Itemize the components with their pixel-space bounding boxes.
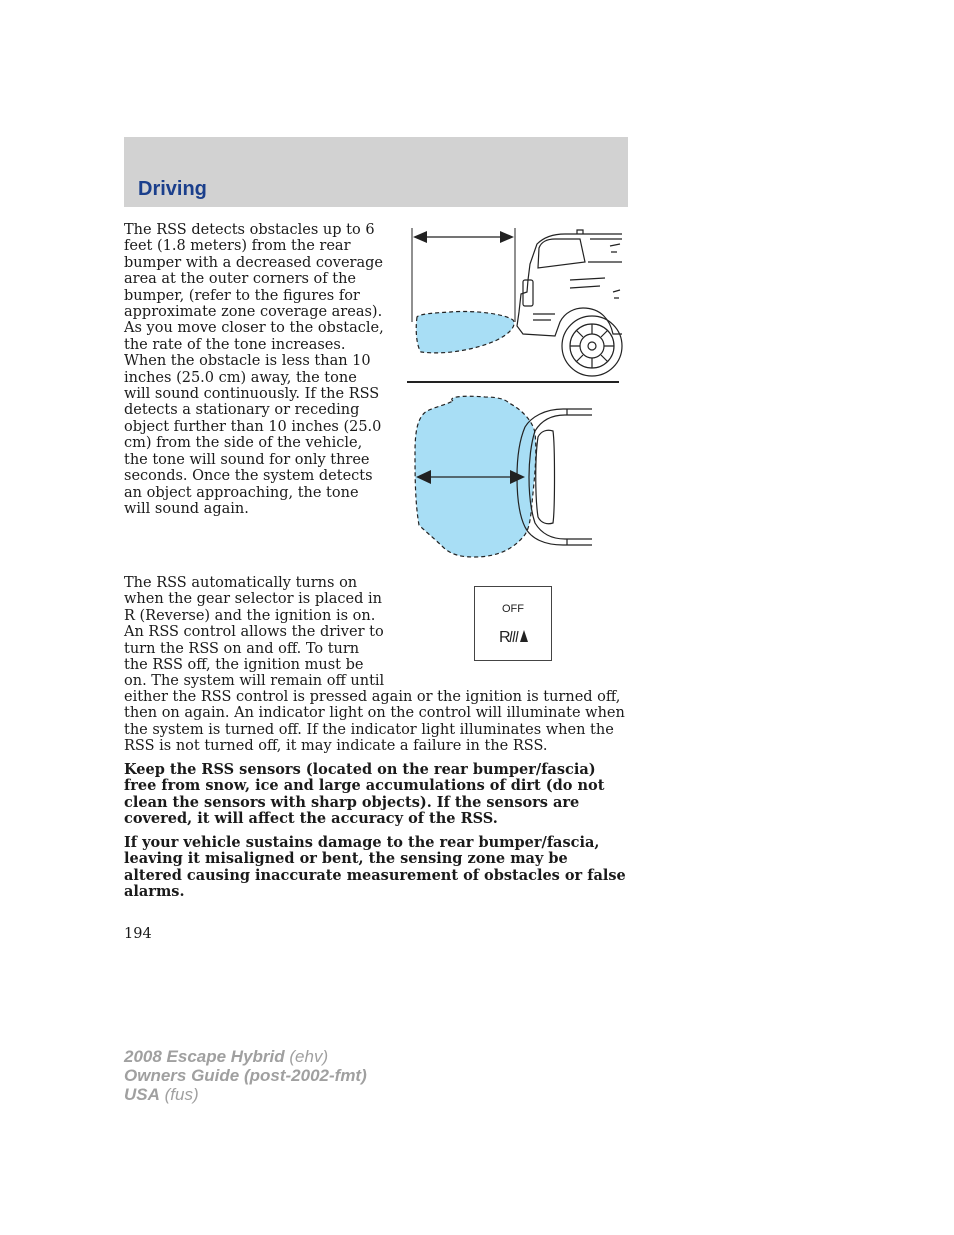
svg-text:R: R: [499, 629, 511, 645]
top-view-coverage-diagram: [405, 393, 600, 560]
section-header: [124, 137, 628, 207]
side-view-coverage-diagram: [405, 222, 627, 386]
rss-detection-paragraph: The RSS detects obstacles up to 6 feet (1.8 meters) from the rear bumper with a decreased coverage area at the outer corners of the bumper, (refer to the figures for approximate zone coverage areas). As you move closer to the obstacle, the rate of the tone increases. When the obstacle is less than 10 inches (25.0 cm) away, the tone will sound continuously. If the RSS detects a stationary or receding object further than 10 inches (25.0 cm) from the side of the vehicle, the tone will sound for only three seconds. Once the system detects an object approaching, the tone will sound again.: [124, 222, 384, 517]
section-title: Driving: [138, 178, 207, 200]
off-label: OFF: [502, 603, 524, 615]
rss-control-paragraph-start: The RSS automatically turns on when the gear selector is placed in R (Reverse) and the ignition is on. An RSS control allows the driver to turn the RSS on and off. To turn the RSS off, the ignition must be on. The system will remain off until: [124, 575, 385, 690]
reverse-sensing-icon: [499, 627, 529, 645]
document-footer: [124, 1047, 367, 1104]
vehicle-side-outline: [517, 230, 622, 376]
sensor-care-warning: Keep the RSS sensors (located on the rear bumper/fascia) free from snow, ice and large accumulations of dirt (do not clean the sensors with sharp objects). If the sensors are covered, it will affect the accuracy of the RSS.: [124, 761, 605, 828]
footer-line-3: USA (fus): [124, 1085, 199, 1104]
coverage-zone-side: [416, 311, 514, 352]
arrow-head-left: [413, 231, 427, 243]
rss-control-paragraph-end: either the RSS control is pressed again or the ignition is turned off, then on again. An indicator light on the control will illuminate when the system is turned off. If the indicator light illuminates when the RSS is not turned off, it may indicate a failure in the RSS.: [124, 689, 625, 755]
footer-line-2: Owners Guide (post-2002-fmt): [124, 1066, 367, 1085]
arrow-head-right: [500, 231, 514, 243]
bumper-damage-warning: If your vehicle sustains damage to the rear bumper/fascia, leaving it misaligned or bent, the sensing zone may be altered causing inaccurate measurement of obstacles or false alarms.: [124, 834, 626, 901]
footer-line-1: 2008 Escape Hybrid (ehv): [124, 1047, 329, 1066]
rss-off-control[interactable]: [474, 586, 552, 661]
page-number: 194: [124, 926, 152, 942]
